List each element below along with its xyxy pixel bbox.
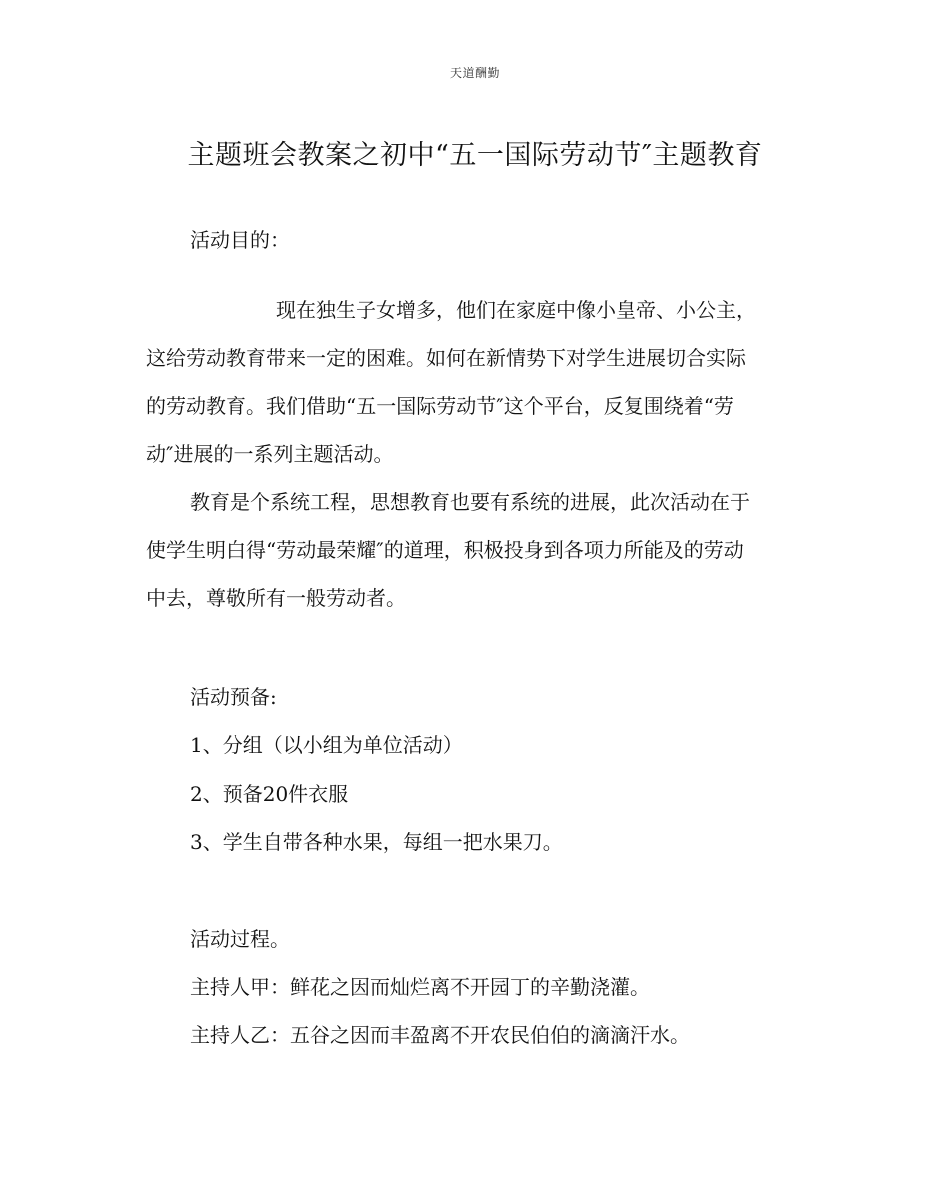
paragraph-line: 的劳动教育。我们借助“五一国际劳动节″这个平台，反复围绕着“劳 [146,394,734,418]
paragraph-line: 动″进展的一系列主题活动。 [146,442,394,466]
list-item: 3、学生自带各种水果，每组一把水果刀。 [190,830,563,854]
section-heading-process: 活动过程。 [190,927,290,951]
document-title: 主题班会教案之初中“五一国际劳动节″主题教育 [187,140,763,171]
paragraph-line: 中去，尊敬所有一般劳动者。 [146,586,406,610]
section-heading-prep: 活动预备: [190,685,277,709]
paragraph-line: 教育是个系统工程，思想教育也要有系统的进展，此次活动在于 [190,490,750,514]
page-header: 天道酬勤 [449,66,500,80]
dialogue-line: 主持人乙：五谷之因而丰盈离不开农民伯伯的滴滴汗水。 [190,1023,690,1047]
dialogue-line: 主持人甲：鲜花之因而灿烂离不开园丁的辛勤浇灌。 [190,975,650,999]
section-heading-purpose: 活动目的： [190,228,290,252]
list-item: 1、分组（以小组为单位活动） [190,733,463,757]
paragraph-line: 现在独生子女增多，他们在家庭中像小皇帝、小公主， [276,298,756,322]
list-item: 2、预备20件衣服 [190,782,349,806]
paragraph-line: 这给劳动教育带来一定的困难。如何在新情势下对学生进展切合实际 [146,346,746,370]
paragraph-line: 使学生明白得“劳动最荣耀″的道理，积极投身到各项力所能及的劳动 [146,538,744,562]
